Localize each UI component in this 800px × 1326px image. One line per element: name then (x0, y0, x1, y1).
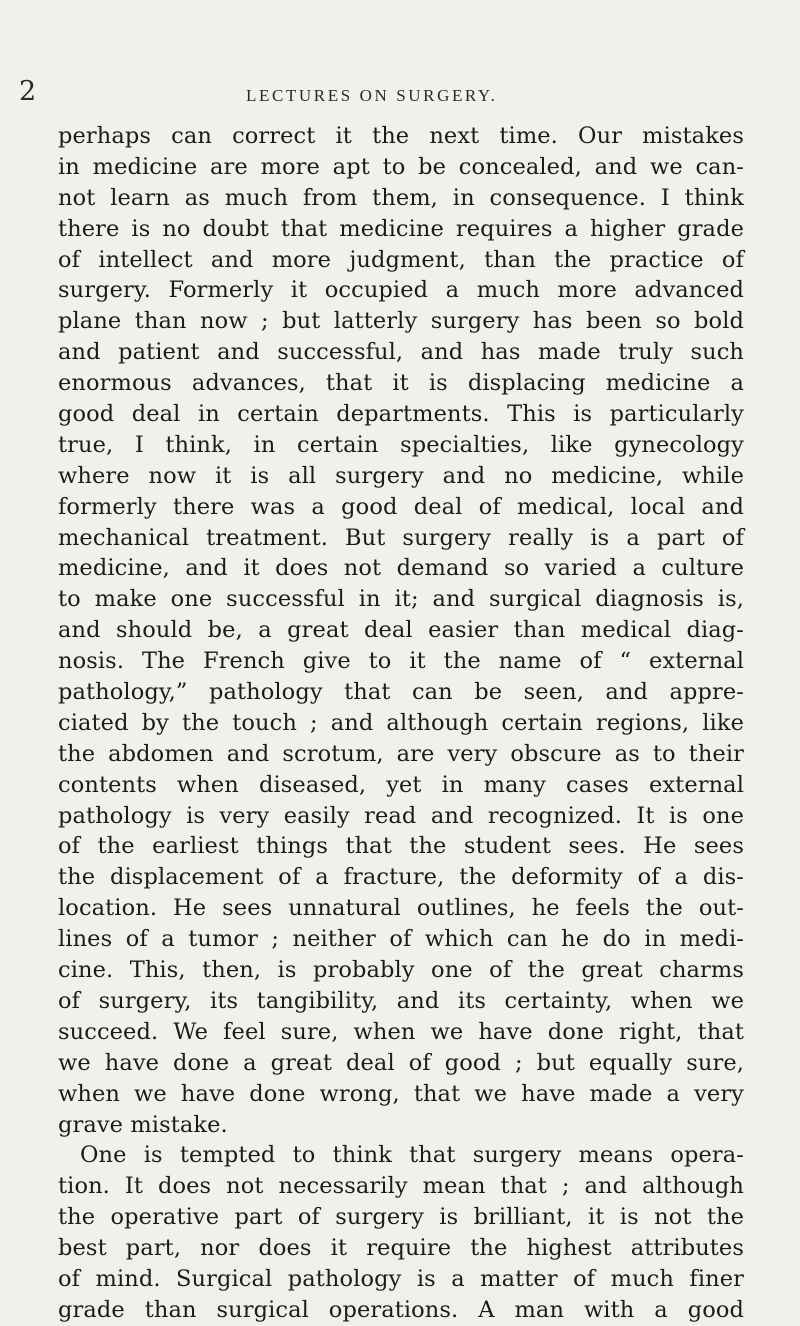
text-line: and should be, a great deal easier than medical diag- (58, 617, 744, 644)
text-line: best part, nor does it require the highest attributes (58, 1235, 744, 1262)
text-line: succeed. We feel sure, when we have done right, that (58, 1018, 744, 1045)
text-line: formerly there was a good deal of medical, local and (58, 493, 744, 520)
text-line: good deal in certain departments. This is particularly (58, 401, 744, 428)
text-line: grade than surgical operations. A man with a good (58, 1296, 744, 1323)
text-line: pathology is very easily read and recognized. It is one (58, 802, 744, 829)
text-line: perhaps can correct it the next time. Our mistakes (58, 123, 744, 149)
text-line: when we have done wrong, that we have made a very (58, 1080, 744, 1107)
text-line: surgery. Formerly it occupied a much more advanced (58, 277, 744, 304)
text-line: nosis. The French give to it the name of “ external (58, 648, 744, 675)
text-line: enormous advances, that it is displacing medicine a (58, 370, 744, 397)
text-line: of the earliest things that the student sees. He sees (58, 833, 744, 860)
running-head: LECTURES ON SURGERY. (246, 86, 498, 105)
text-line: there is no doubt that medicine requires a higher grade (58, 215, 744, 242)
text-line: where now it is all surgery and no medicine, while (58, 462, 744, 489)
text-line: lines of a tumor ; neither of which can he do in medi- (58, 926, 744, 953)
text-line: not learn as much from them, in consequence. I think (58, 184, 744, 211)
text-line: the operative part of surgery is brilliant, it is not the (58, 1204, 744, 1231)
text-line: we have done a great deal of good ; but equally sure, (58, 1049, 744, 1076)
text-line: tion. It does not necessarily mean that ; and although (58, 1173, 744, 1200)
body-text (58, 121, 744, 1326)
text-line: to make one successful in it; and surgical diagnosis is, (58, 586, 744, 613)
text-line: cine. This, then, is probably one of the great charms (58, 957, 744, 984)
text-line: plane than now ; but latterly surgery has been so bold (58, 308, 744, 335)
text-line: true, I think, in certain specialties, like gynecology (58, 431, 744, 458)
text-line: location. He sees unnatural outlines, he feels the out- (58, 895, 744, 922)
text-line: mechanical treatment. But surgery really is a part of (58, 524, 744, 551)
text-line: and patient and successful, and has made truly such (58, 339, 744, 366)
text-line: the displacement of a fracture, the deformity of a dis- (58, 864, 744, 891)
text-line: of mind. Surgical pathology is a matter of much finer (58, 1265, 744, 1292)
text-line: the abdomen and scrotum, are very obscure as to their (58, 740, 744, 767)
text-line: in medicine are more apt to be concealed, and we can- (58, 153, 744, 180)
paragraph-end-line: grave mistake. (58, 1111, 228, 1138)
text-line: of surgery, its tangibility, and its certainty, when we (58, 987, 744, 1014)
text-line: of intellect and more judgment, than the practice of (58, 246, 744, 273)
paragraph-start-line: One is tempted to think that surgery means opera- (80, 1142, 744, 1169)
page-number: 2 (19, 76, 37, 107)
text-line: pathology,” pathology that can be seen, and appre- (58, 679, 744, 706)
text-line: ciated by the touch ; and although certain regions, like (58, 709, 744, 736)
text-line: contents when diseased, yet in many cases external (58, 771, 744, 798)
text-line: medicine, and it does not demand so varied a culture (58, 555, 744, 582)
